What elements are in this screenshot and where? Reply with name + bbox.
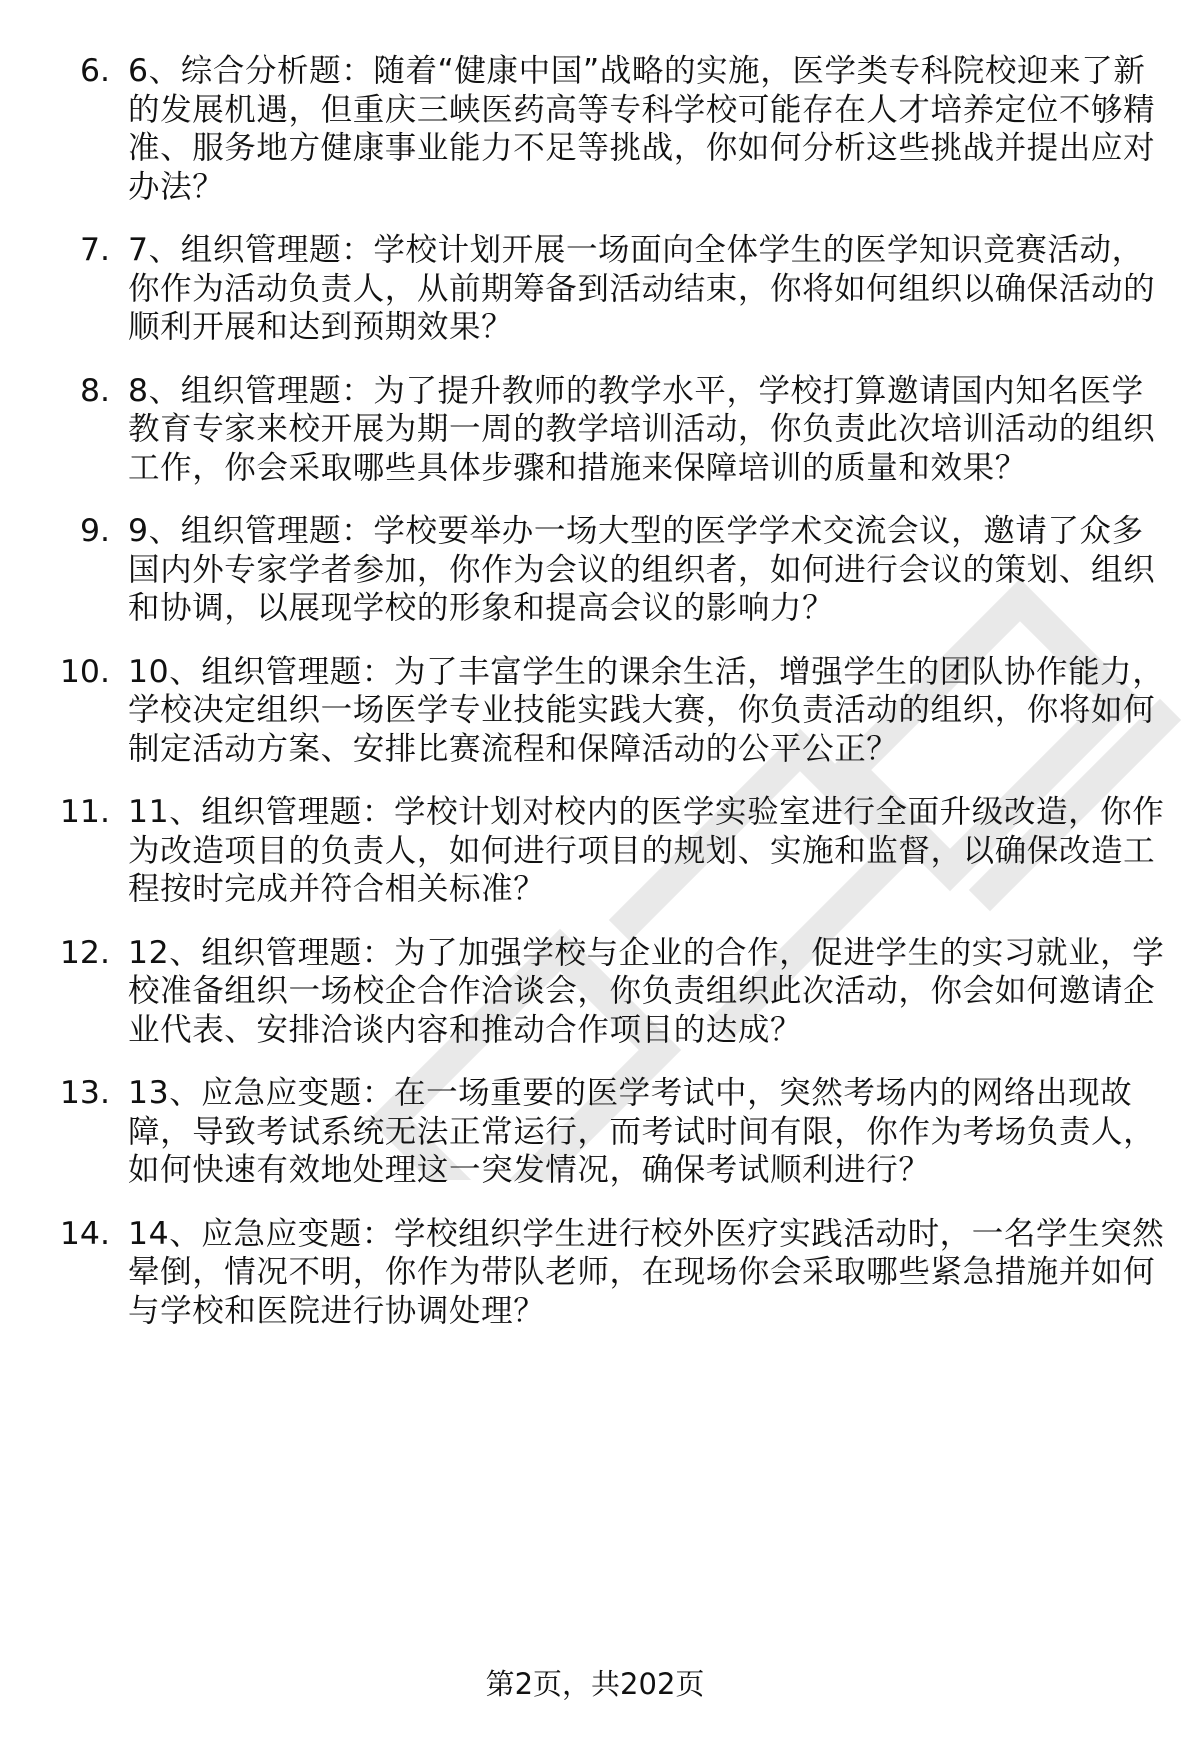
question-item xyxy=(0,793,1190,909)
question-number: 6. xyxy=(79,53,110,89)
question-item xyxy=(0,512,1190,628)
question-item xyxy=(0,231,1190,347)
question-number: 13. xyxy=(59,1075,110,1111)
question-text: 7、组织管理题：学校计划开展一场面向全体学生的医学知识竞赛活动，你作为活动负责人，从前期筹备到活动结束，你将如何组织以确保活动的顺利开展和达到预期效果？ xyxy=(128,232,1156,345)
question-item xyxy=(0,1215,1190,1331)
question-number: 10. xyxy=(59,653,110,690)
question-number: 11. xyxy=(59,794,110,830)
question-text: 9、组织管理题：学校要举办一场大型的医学学术交流会议，邀请了众多国内外专家学者参加，你作为会议的组织者，如何进行会议的策划、组织和协调，以展现学校的形象和提高会议的影响力？ xyxy=(128,513,1156,626)
question-text: 8、组织管理题：为了提升教师的教学水平，学校打算邀请国内知名医学教育专家来校开展为期一周的教学培训活动，你负责此次培训活动的组织工作，你会采取哪些具体步骤和措施来保障培训的质量和效果？ xyxy=(128,372,1156,486)
question-number: 7. xyxy=(79,232,110,268)
question-text: 13、应急应变题：在一场重要的医学考试中，突然考场内的网络出现故障，导致考试系统无法正常运行，而考试时间有限，你作为考场负责人，如何快速有效地处理这一突发情况，确保考试顺利进行？ xyxy=(128,1075,1156,1188)
question-item xyxy=(0,1074,1190,1190)
page-footer: 第2页，共202页 xyxy=(485,1667,705,1701)
question-item xyxy=(0,653,1190,769)
question-list xyxy=(0,52,1190,1355)
question-text: 6、综合分析题：随着“健康中国”战略的实施，医学类专科院校迎来了新的发展机遇，但重庆三峡医药高等专科学校可能存在人才培养定位不够精准、服务地方健康事业能力不足等挑战，你如何分析这些挑战并提出应对办法？ xyxy=(128,53,1156,205)
question-text: 10、组织管理题：为了丰富学生的课余生活，增强学生的团队协作能力，学校决定组织一场医学专业技能实践大赛，你负责活动的组织，你将如何制定活动方案、安排比赛流程和保障活动的公平公正？ xyxy=(128,653,1165,767)
question-text: 14、应急应变题：学校组织学生进行校外医疗实践活动时，一名学生突然晕倒，情况不明，你作为带队老师，在现场你会采取哪些紧急措施并如何与学校和医院进行协调处理？ xyxy=(128,1215,1165,1329)
question-text: 12、组织管理题：为了加强学校与企业的合作，促进学生的实习就业，学校准备组织一场校企合作洽谈会，你负责组织此次活动，你会如何邀请企业代表、安排洽谈内容和推动合作项目的达成？ xyxy=(128,934,1165,1048)
question-number: 9. xyxy=(79,513,110,549)
question-item xyxy=(0,372,1190,488)
question-number: 8. xyxy=(79,372,110,409)
question-number: 14. xyxy=(59,1215,110,1252)
question-number: 12. xyxy=(59,934,110,971)
question-item xyxy=(0,934,1190,1050)
question-item xyxy=(0,52,1190,206)
question-text: 11、组织管理题：学校计划对校内的医学实验室进行全面升级改造，你作为改造项目的负责人，如何进行项目的规划、实施和监督，以确保改造工程按时完成并符合相关标准？ xyxy=(128,794,1165,907)
